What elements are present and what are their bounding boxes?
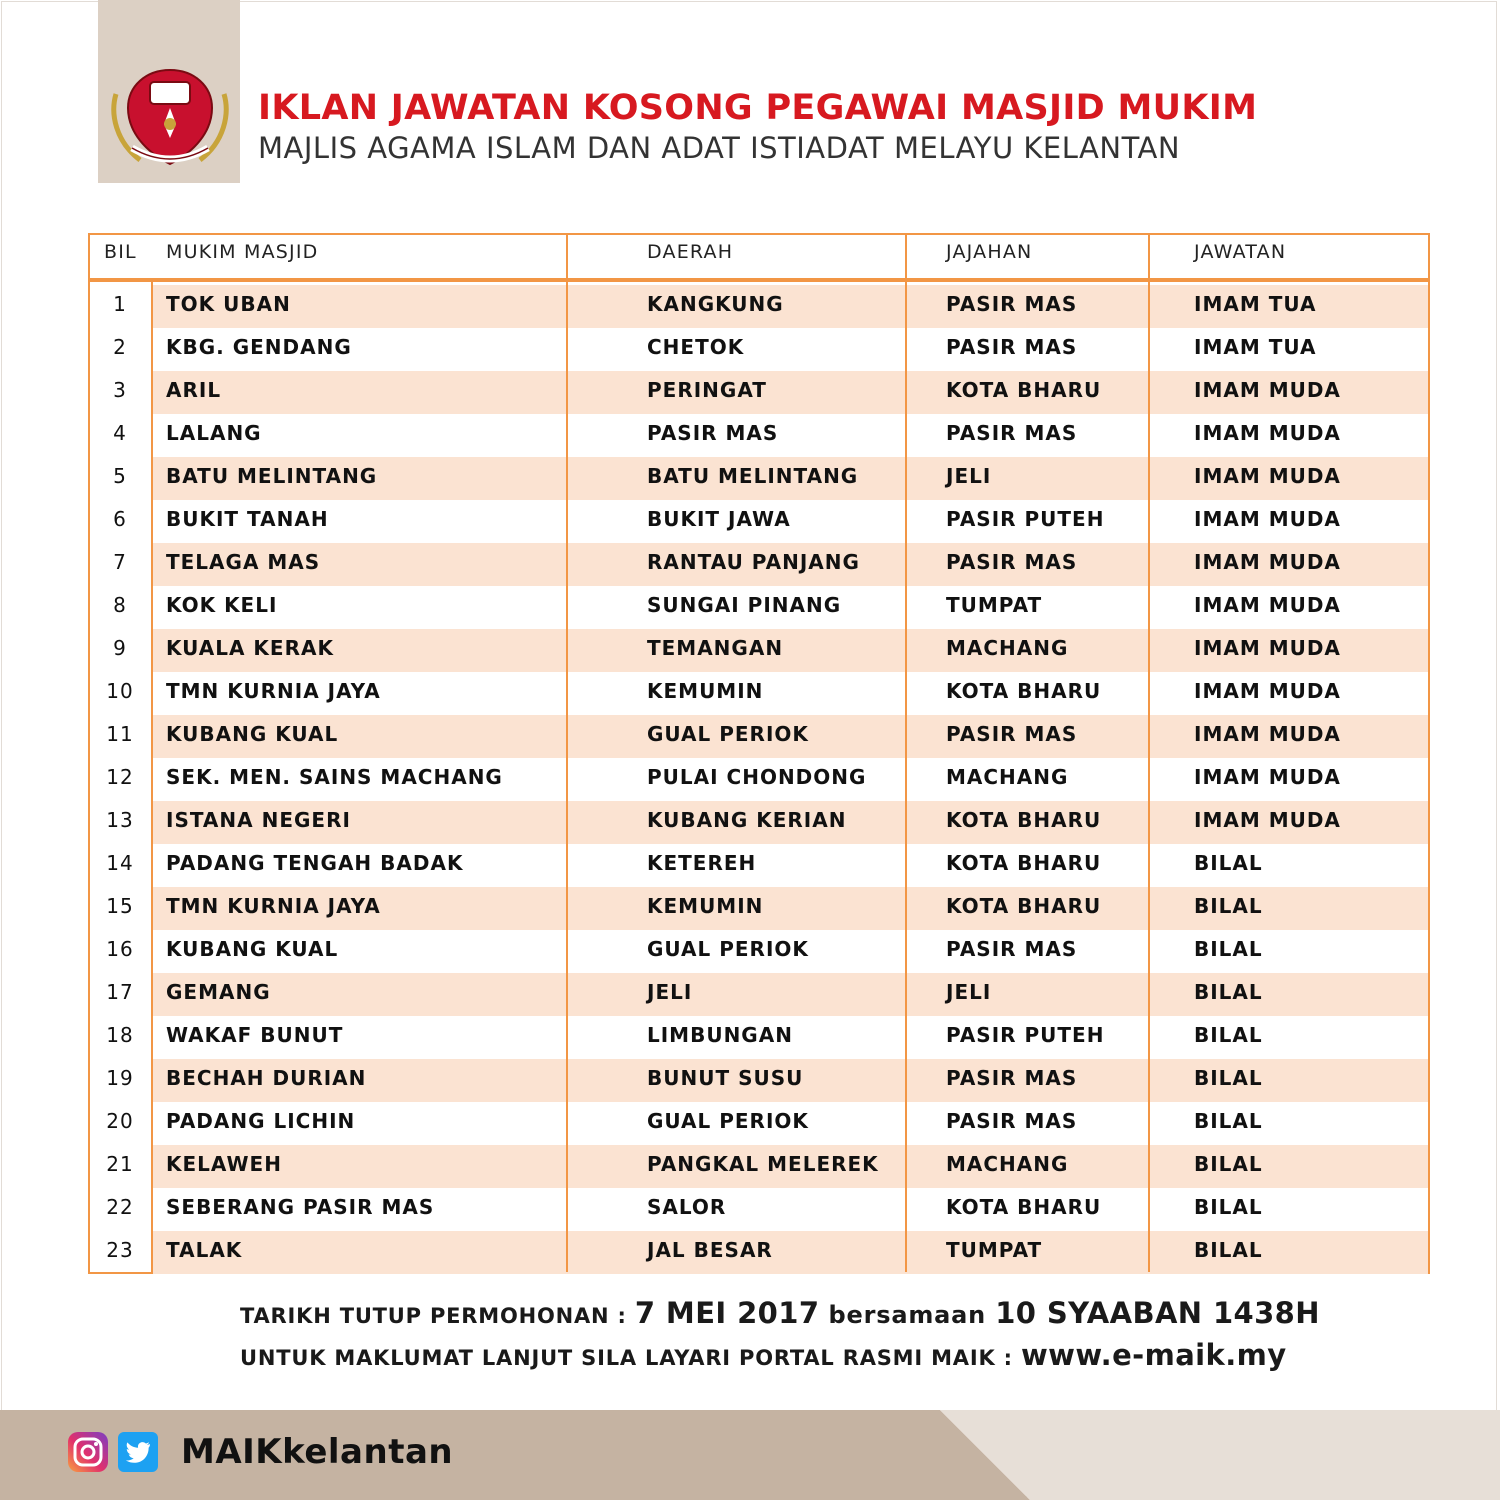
table-row	[90, 328, 1428, 371]
cell-daerah: BATU MELINTANG	[647, 464, 859, 488]
cell-mukim-masjid: SEK. MEN. SAINS MACHANG	[166, 765, 503, 789]
column-divider	[151, 282, 153, 1272]
cell-mukim-masjid: BATU MELINTANG	[166, 464, 378, 488]
info-label: UNTUK MAKLUMAT LANJUT SILA LAYARI PORTAL RASMI MAIK :	[240, 1346, 1021, 1370]
cell-jawatan: IMAM TUA	[1194, 292, 1317, 316]
column-divider	[1148, 235, 1150, 1272]
cell-daerah: BUNUT SUSU	[647, 1066, 804, 1090]
cell-mukim-masjid: TALAK	[166, 1238, 243, 1262]
cell-mukim-masjid: ARIL	[166, 378, 222, 402]
header-jawatan: JAWATAN	[1194, 241, 1287, 263]
cell-jajahan: JELI	[946, 464, 992, 488]
cell-jajahan: PASIR MAS	[946, 421, 1078, 445]
cell-bil: 10	[106, 679, 134, 703]
cell-jawatan: IMAM MUDA	[1194, 421, 1341, 445]
cell-daerah: PANGKAL MELEREK	[647, 1152, 879, 1176]
cell-mukim-masjid: KELAWEH	[166, 1152, 282, 1176]
cell-jajahan: KOTA BHARU	[946, 1195, 1102, 1219]
cell-mukim-masjid: TMN KURNIA JAYA	[166, 679, 381, 703]
table-row	[90, 1231, 1428, 1274]
cell-daerah: JELI	[647, 980, 693, 1004]
twitter-icon[interactable]	[117, 1431, 159, 1473]
cell-daerah: PERINGAT	[647, 378, 767, 402]
cell-mukim-masjid: BUKIT TANAH	[166, 507, 329, 531]
cell-jajahan: TUMPAT	[946, 593, 1043, 617]
vacancy-table	[88, 233, 1430, 1274]
cell-daerah: PULAI CHONDONG	[647, 765, 867, 789]
table-row	[90, 1188, 1428, 1231]
cell-jajahan: KOTA BHARU	[946, 679, 1102, 703]
cell-jawatan: BILAL	[1194, 1152, 1263, 1176]
cell-bil: 23	[106, 1238, 134, 1262]
cell-jajahan: KOTA BHARU	[946, 378, 1102, 402]
cell-bil: 3	[113, 378, 127, 402]
cell-jawatan: BILAL	[1194, 1195, 1263, 1219]
cell-jawatan: IMAM MUDA	[1194, 378, 1341, 402]
header-bil: BIL	[104, 241, 137, 263]
cell-bil: 14	[106, 851, 134, 875]
cell-jajahan: PASIR MAS	[946, 550, 1078, 574]
header-divider	[90, 278, 1428, 282]
cell-bil: 20	[106, 1109, 134, 1133]
table-row	[90, 672, 1428, 715]
cell-jajahan: MACHANG	[946, 1152, 1069, 1176]
cell-daerah: KANGKUNG	[647, 292, 784, 316]
cell-mukim-masjid: TELAGA MAS	[166, 550, 321, 574]
cell-bil: 21	[106, 1152, 134, 1176]
cell-jajahan: PASIR MAS	[946, 722, 1078, 746]
cell-jawatan: BILAL	[1194, 937, 1263, 961]
cell-mukim-masjid: KOK KELI	[166, 593, 278, 617]
cell-jajahan: PASIR PUTEH	[946, 1023, 1105, 1047]
cell-mukim-masjid: ISTANA NEGERI	[166, 808, 351, 832]
table-row	[90, 887, 1428, 930]
cell-bil: 2	[113, 335, 127, 359]
cell-mukim-masjid: KUALA KERAK	[166, 636, 334, 660]
table-header-row	[90, 235, 1428, 279]
cell-bil: 19	[106, 1066, 134, 1090]
table-row	[90, 1016, 1428, 1059]
cell-daerah: BUKIT JAWA	[647, 507, 791, 531]
table-row	[90, 1059, 1428, 1102]
cell-jajahan: PASIR PUTEH	[946, 507, 1105, 531]
cell-bil: 18	[106, 1023, 134, 1047]
header-daerah: DAERAH	[647, 241, 734, 263]
table-row	[90, 973, 1428, 1016]
cell-mukim-masjid: TMN KURNIA JAYA	[166, 894, 381, 918]
cell-jawatan: IMAM TUA	[1194, 335, 1317, 359]
info-line	[240, 1338, 1287, 1372]
cell-bil: 12	[106, 765, 134, 789]
closing-date: 7 MEI 2017	[634, 1296, 820, 1330]
table-row	[90, 500, 1428, 543]
cell-mukim-masjid: WAKAF BUNUT	[166, 1023, 344, 1047]
instagram-icon[interactable]	[67, 1431, 109, 1473]
table-row	[90, 715, 1428, 758]
cell-bil: 11	[106, 722, 134, 746]
cell-mukim-masjid: KUBANG KUAL	[166, 937, 339, 961]
cell-bil: 15	[106, 894, 134, 918]
closing-label: TARIKH TUTUP PERMOHONAN :	[240, 1304, 635, 1328]
cell-bil: 5	[113, 464, 127, 488]
cell-daerah: SUNGAI PINANG	[647, 593, 842, 617]
table-row	[90, 629, 1428, 672]
page-title: IKLAN JAWATAN KOSONG PEGAWAI MASJID MUKIM	[258, 88, 1258, 128]
cell-bil: 6	[113, 507, 127, 531]
table-row	[90, 758, 1428, 801]
cell-jawatan: IMAM MUDA	[1194, 636, 1341, 660]
cell-bil: 17	[106, 980, 134, 1004]
cell-bil: 8	[113, 593, 127, 617]
cell-daerah: GUAL PERIOK	[647, 937, 809, 961]
cell-daerah: KETEREH	[647, 851, 757, 875]
cell-daerah: CHETOK	[647, 335, 745, 359]
social-handle[interactable]: MAIKkelantan	[181, 1432, 454, 1472]
cell-jawatan: IMAM MUDA	[1194, 507, 1341, 531]
cell-jawatan: IMAM MUDA	[1194, 722, 1341, 746]
table-row	[90, 1102, 1428, 1145]
cell-bil: 13	[106, 808, 134, 832]
info-url[interactable]: www.e-maik.my	[1020, 1338, 1287, 1372]
cell-daerah: SALOR	[647, 1195, 727, 1219]
cell-mukim-masjid: KBG. GENDANG	[166, 335, 352, 359]
cell-bil: 16	[106, 937, 134, 961]
closing-join: bersamaan	[819, 1301, 996, 1329]
cell-daerah: KEMUMIN	[647, 679, 764, 703]
cell-daerah: RANTAU PANJANG	[647, 550, 860, 574]
logo-panel	[98, 0, 240, 183]
table-row	[90, 1145, 1428, 1188]
header-mukim-masjid: MUKIM MASJID	[166, 241, 319, 263]
cell-jajahan: JELI	[946, 980, 992, 1004]
cell-jajahan: MACHANG	[946, 636, 1069, 660]
table-row	[90, 801, 1428, 844]
cell-daerah: GUAL PERIOK	[647, 1109, 809, 1133]
cell-jawatan: IMAM MUDA	[1194, 464, 1341, 488]
cell-jajahan: KOTA BHARU	[946, 808, 1102, 832]
cell-bil: 1	[113, 292, 127, 316]
cell-jawatan: BILAL	[1194, 980, 1263, 1004]
table-row	[90, 414, 1428, 457]
closing-date-line	[240, 1296, 1320, 1330]
cell-daerah: KEMUMIN	[647, 894, 764, 918]
cell-jajahan: MACHANG	[946, 765, 1069, 789]
column-divider	[905, 235, 907, 1272]
cell-daerah: JAL BESAR	[647, 1238, 773, 1262]
cell-mukim-masjid: SEBERANG PASIR MAS	[166, 1195, 435, 1219]
cell-jawatan: BILAL	[1194, 1023, 1263, 1047]
cell-jawatan: BILAL	[1194, 851, 1263, 875]
cell-daerah: KUBANG KERIAN	[647, 808, 847, 832]
cell-jawatan: IMAM MUDA	[1194, 808, 1341, 832]
cell-jajahan: PASIR MAS	[946, 335, 1078, 359]
cell-daerah: PASIR MAS	[647, 421, 779, 445]
cell-jawatan: BILAL	[1194, 1066, 1263, 1090]
cell-jawatan: BILAL	[1194, 894, 1263, 918]
cell-jawatan: IMAM MUDA	[1194, 593, 1341, 617]
cell-jajahan: KOTA BHARU	[946, 894, 1102, 918]
cell-daerah: LIMBUNGAN	[647, 1023, 793, 1047]
cell-daerah: GUAL PERIOK	[647, 722, 809, 746]
cell-jawatan: IMAM MUDA	[1194, 550, 1341, 574]
cell-bil: 22	[106, 1195, 134, 1219]
crest-logo	[106, 64, 234, 170]
cell-jajahan: TUMPAT	[946, 1238, 1043, 1262]
cell-jawatan: IMAM MUDA	[1194, 679, 1341, 703]
cell-jawatan: BILAL	[1194, 1238, 1263, 1262]
page-subtitle: MAJLIS AGAMA ISLAM DAN ADAT ISTIADAT MELAYU KELANTAN	[258, 131, 1181, 165]
table-row	[90, 930, 1428, 973]
cell-mukim-masjid: LALANG	[166, 421, 262, 445]
cell-bil: 4	[113, 421, 127, 445]
cell-mukim-masjid: PADANG TENGAH BADAK	[166, 851, 464, 875]
cell-mukim-masjid: KUBANG KUAL	[166, 722, 339, 746]
cell-mukim-masjid: GEMANG	[166, 980, 271, 1004]
cell-bil: 7	[113, 550, 127, 574]
cell-bil: 9	[113, 636, 127, 660]
cell-jawatan: IMAM MUDA	[1194, 765, 1341, 789]
cell-mukim-masjid: TOK UBAN	[166, 292, 291, 316]
cell-mukim-masjid: BECHAH DURIAN	[166, 1066, 367, 1090]
closing-hijri: 10 SYAABAN 1438H	[995, 1296, 1320, 1330]
table-row	[90, 586, 1428, 629]
cell-jajahan: PASIR MAS	[946, 1109, 1078, 1133]
cell-jawatan: BILAL	[1194, 1109, 1263, 1133]
table-row	[90, 371, 1428, 414]
column-divider	[566, 235, 568, 1272]
table-row	[90, 543, 1428, 586]
cell-jajahan: KOTA BHARU	[946, 851, 1102, 875]
table-row	[90, 457, 1428, 500]
table-row	[90, 844, 1428, 887]
cell-daerah: TEMANGAN	[647, 636, 784, 660]
cell-mukim-masjid: PADANG LICHIN	[166, 1109, 356, 1133]
cell-jajahan: PASIR MAS	[946, 292, 1078, 316]
cell-jajahan: PASIR MAS	[946, 937, 1078, 961]
header-jajahan: JAJAHAN	[946, 241, 1033, 263]
cell-jajahan: PASIR MAS	[946, 1066, 1078, 1090]
table-row	[90, 285, 1428, 328]
